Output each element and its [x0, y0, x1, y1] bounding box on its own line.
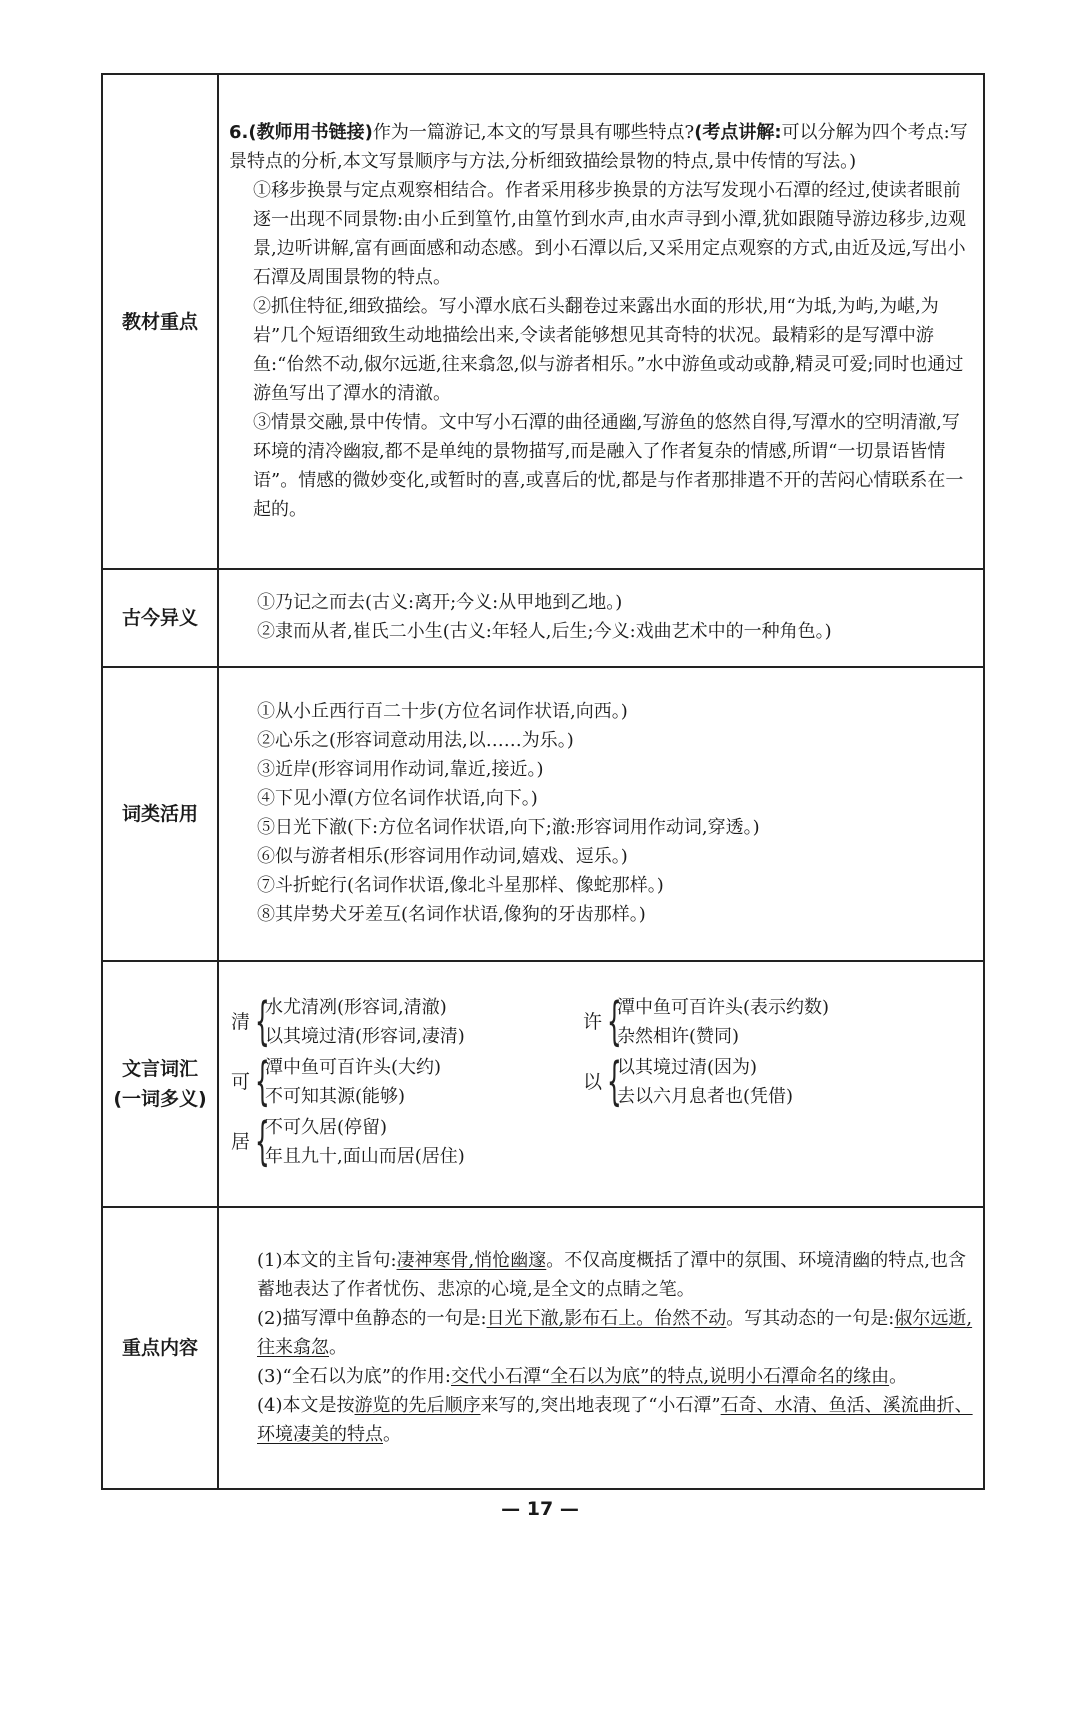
textbook-content [218, 74, 984, 569]
list-item: ①从小丘西行百二十步(方位名词作状语,向西。) [257, 701, 628, 722]
question: 6.(教师用书链接)作为一篇游记,本文的写景具有哪些特点?(考点讲解:可以分解为四个考点:写景特点的分析,本文写景顺序与方法,分析细致描绘景物的特点,景中传情的写法。) [229, 121, 968, 172]
polysemy-group: 清 { 水尤清冽(形容词,清澈) 以其境过清(形容词,凄清) [231, 992, 465, 1052]
list-item: ④下见小潭(方位名词作状语,向下。) [257, 788, 538, 809]
label-polysemy: 文言词汇 (一词多义) [102, 961, 218, 1207]
label-word-class: 词类活用 [102, 667, 218, 961]
polysemy-group: 许 { 潭中鱼可百许头(表示约数) 杂然相许(赞同) [583, 992, 830, 1052]
ancient-modern-content [218, 569, 984, 667]
polysemy-group: 可 { 潭中鱼可百许头(大约) 不可知其源(能够) [231, 1052, 442, 1112]
polysemy-content [218, 961, 984, 1207]
list-item: ⑧其岸势犬牙差互(名词作状语,像狗的牙齿那样。) [257, 904, 646, 925]
point-3: ③情景交融,景中传情。文中写小石潭的曲径通幽,写游鱼的悠然自得,写潭水的空明清澈,写环境的清冷幽寂,都不是单纯的景物描写,而是融入了作者复杂的情感,所谓“一切景语皆情语”。情感的微妙变化,或暂时的喜,或喜后的忧,都是与作者那排遣不开的苦闷心情联系在一起的。 [253, 411, 964, 520]
key-content [218, 1207, 984, 1489]
word-class-content [218, 667, 984, 961]
list-item: ③近岸(形容词用作动词,靠近,接近。) [257, 759, 544, 780]
list-item: ①乃记之而去(古义:离开;今义:从甲地到乙地。) [257, 592, 623, 613]
polysemy-group: 居 { 不可久居(停留) 年且九十,面山而居(居住) [231, 1112, 465, 1172]
key-item-4: (4)本文是按游览的先后顺序来写的,突出地表现了“小石潭”石奇、水清、鱼活、溪流曲折、环境凄美的特点。 [257, 1394, 973, 1445]
label-ancient-modern: 古今异义 [102, 569, 218, 667]
list-item: ⑥似与游者相乐(形容词用作动词,嬉戏、逗乐。) [257, 846, 628, 867]
label-key-content: 重点内容 [102, 1207, 218, 1489]
list-item: ②隶而从者,崔氏二小生(古义:年轻人,后生;今义:戏曲艺术中的一种角色。) [257, 621, 832, 642]
list-item: ⑤日光下澈(下:方位名词作状语,向下;澈:形容词用作动词,穿透。) [257, 817, 760, 838]
key-item-1: (1)本文的主旨句:凄神寒骨,悄怆幽邃。不仅高度概括了潭中的氛围、环境清幽的特点,也含蓄地表达了作者忧伤、悲凉的心境,是全文的点睛之笔。 [257, 1249, 967, 1300]
list-item: ⑦斗折蛇行(名词作状语,像北斗星那样、像蛇那样。) [257, 875, 664, 896]
polysemy-group: 以 { 以其境过清(因为) 去以六月息者也(凭借) [583, 1052, 794, 1112]
key-item-2: (2)描写潭中鱼静态的一句是:日光下澈,影布石上。佁然不动。写其动态的一句是:俶尔远逝,往来翕忽。 [257, 1307, 973, 1358]
point-1: ①移步换景与定点观察相结合。作者采用移步换景的方法写发现小石潭的经过,使读者眼前逐一出现不同景物:由小丘到篁竹,由篁竹到水声,由水声寻到小潭,犹如跟随导游边移步,边观景,边听讲解,富有画面感和动态感。到小石潭以后,又采用定点观察的方式,由近及远,写出小石潭及周围景物的特点。 [253, 179, 966, 288]
key-item-3: (3)“全石以为底”的作用:交代小石潭“全石以为底”的特点,说明小石潭命名的缘由。 [257, 1365, 908, 1387]
page-number: — 17 — [501, 1498, 579, 1520]
notes-table [101, 73, 985, 1736]
list-item: ②心乐之(形容词意动用法,以……为乐。) [257, 730, 574, 751]
point-2: ②抓住特征,细致描绘。写小潭水底石头翻卷过来露出水面的形状,用“为坻,为屿,为嵁,为岩”几个短语细致生动地描绘出来,令读者能够想见其奇特的状况。最精彩的是写潭中游鱼:“佁然不动,俶尔远逝,往来翕忽,似与游者相乐。”水中游鱼或动或静,精灵可爱;同时也通过游鱼写出了潭水的清澈。 [253, 295, 964, 404]
label-textbook: 教材重点 [102, 74, 218, 569]
